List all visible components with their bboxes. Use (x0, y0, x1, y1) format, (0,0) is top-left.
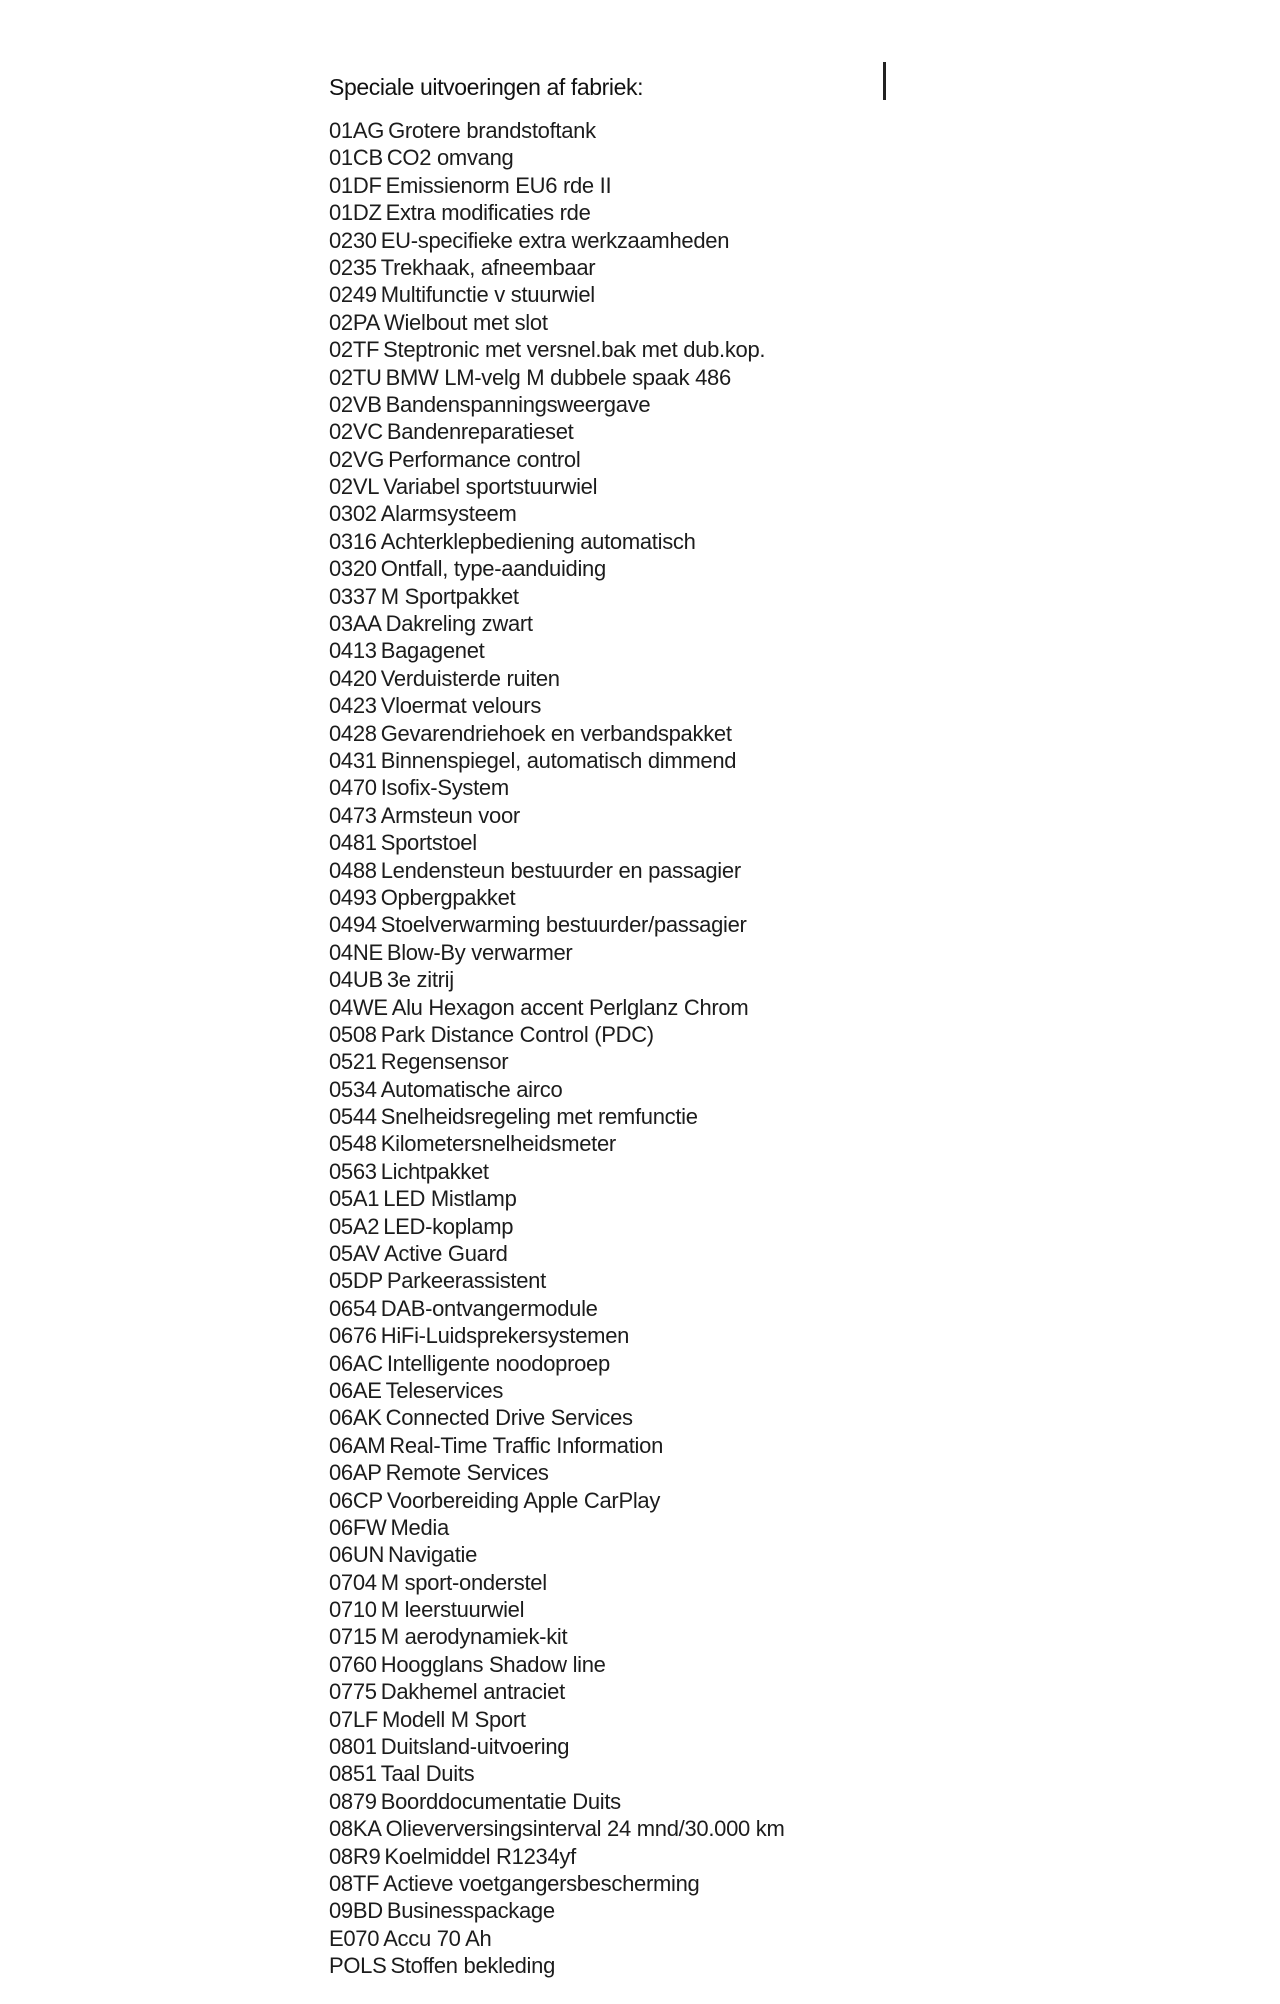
option-item (329, 1706, 784, 1733)
option-code: 05A2 (329, 1213, 380, 1239)
option-code: 09BD (329, 1898, 383, 1924)
option-label: Lichtpakket (380, 1158, 489, 1184)
option-item (329, 1240, 784, 1267)
option-code: 02PA (329, 309, 380, 335)
option-code: 0249 (329, 282, 377, 308)
option-item (329, 994, 784, 1021)
option-label: Multifunctie v stuurwiel (380, 282, 595, 308)
option-label: Extra modificaties rde (385, 200, 591, 226)
option-label: BMW LM-velg M dubbele spaak 486 (385, 364, 731, 390)
option-code: 02VG (329, 446, 385, 472)
option-item (329, 1897, 784, 1924)
option-code: 0481 (329, 830, 377, 856)
option-item (329, 1295, 784, 1322)
option-item (329, 747, 784, 774)
option-item (329, 473, 784, 500)
option-code: 0851 (329, 1761, 377, 1787)
option-item (329, 1322, 784, 1349)
option-code: 0775 (329, 1679, 377, 1705)
option-item (329, 528, 784, 555)
option-code: 06AE (329, 1377, 382, 1403)
option-code: 01DF (329, 172, 382, 198)
option-code: 0470 (329, 775, 377, 801)
option-label: HiFi-Luidsprekersystemen (380, 1323, 630, 1349)
option-code: 04NE (329, 939, 383, 965)
option-item (329, 774, 784, 801)
option-code: 06AC (329, 1350, 383, 1376)
option-item (329, 1952, 784, 1979)
option-label: 3e zitrij (386, 967, 454, 993)
option-code: 0320 (329, 556, 377, 582)
option-label: Modell M Sport (381, 1706, 526, 1732)
option-code: 0563 (329, 1158, 377, 1184)
option-item (329, 500, 784, 527)
option-item (329, 1487, 784, 1514)
option-code: 0428 (329, 720, 377, 746)
option-code: 0704 (329, 1569, 377, 1595)
option-code: 0534 (329, 1076, 377, 1102)
option-item (329, 1815, 784, 1842)
option-item (329, 1459, 784, 1486)
option-item (329, 1021, 784, 1048)
option-code: 04UB (329, 967, 383, 993)
option-code: 0493 (329, 884, 377, 910)
option-label: Connected Drive Services (385, 1405, 633, 1431)
option-code: 05A1 (329, 1186, 380, 1212)
option-label: Voorbereiding Apple CarPlay (386, 1487, 661, 1513)
option-item (329, 1788, 784, 1815)
option-code: 02TF (329, 337, 380, 363)
option-item (329, 829, 784, 856)
option-label: Bandenreparatieset (386, 419, 574, 445)
option-code: 0337 (329, 583, 377, 609)
option-code: 0230 (329, 227, 377, 253)
option-code: 06FW (329, 1514, 387, 1540)
option-item (329, 144, 784, 171)
option-label: Bagagenet (380, 638, 485, 664)
option-label: Alu Hexagon accent Perlglanz Chrom (391, 994, 749, 1020)
option-label: Boorddocumentatie Duits (380, 1788, 621, 1814)
option-label: Koelmiddel R1234yf (384, 1843, 576, 1869)
option-label: Media (390, 1514, 449, 1540)
option-label: Steptronic met versnel.bak met dub.kop. (383, 337, 766, 363)
option-item (329, 1541, 784, 1568)
option-label: Gevarendriehoek en verbandspakket (380, 720, 732, 746)
option-item (329, 391, 784, 418)
option-item (329, 446, 784, 473)
option-code: 06UN (329, 1542, 385, 1568)
option-item (329, 1870, 784, 1897)
option-label: Taal Duits (380, 1761, 475, 1787)
option-item (329, 199, 784, 226)
option-item (329, 1130, 784, 1157)
option-label: Bandenspanningsweergave (385, 391, 651, 417)
option-label: Wielbout met slot (384, 309, 548, 335)
option-label: Binnenspiegel, automatisch dimmend (380, 747, 737, 773)
option-item (329, 857, 784, 884)
option-item (329, 1760, 784, 1787)
option-item (329, 1678, 784, 1705)
option-code: 06CP (329, 1487, 383, 1513)
option-label: Accu 70 Ah (383, 1925, 492, 1951)
option-item (329, 1432, 784, 1459)
option-label: Vloermat velours (380, 693, 542, 719)
option-code: 0413 (329, 638, 377, 664)
option-label: Regensensor (380, 1049, 509, 1075)
option-item (329, 583, 784, 610)
option-label: Snelheidsregeling met remfunctie (380, 1104, 698, 1130)
option-code: 0521 (329, 1049, 377, 1075)
option-code: 01AG (329, 118, 385, 143)
option-item (329, 172, 784, 199)
factory-options-list (329, 117, 784, 1980)
option-item (329, 418, 784, 445)
option-label: Olieverversingsinterval 24 mnd/30.000 km (385, 1816, 785, 1842)
option-item (329, 1623, 784, 1650)
option-label: Dakhemel antraciet (380, 1679, 565, 1705)
option-code: 02TU (329, 364, 382, 390)
option-label: Variabel sportstuurwiel (383, 474, 598, 500)
option-label: Lendensteun bestuurder en passagier (380, 857, 741, 883)
text-cursor-mark (883, 62, 886, 100)
option-item (329, 1651, 784, 1678)
option-label: M leerstuurwiel (380, 1597, 525, 1623)
option-code: 08R9 (329, 1843, 381, 1869)
option-label: M Sportpakket (380, 583, 519, 609)
option-item (329, 911, 784, 938)
option-item (329, 1185, 784, 1212)
option-label: Intelligente noodoproep (386, 1350, 610, 1376)
option-code: 0235 (329, 254, 377, 280)
option-label: Opbergpakket (380, 884, 516, 910)
option-label: Navigatie (388, 1542, 478, 1568)
option-label: Businesspackage (386, 1898, 555, 1924)
option-code: 01DZ (329, 200, 382, 226)
option-label: LED Mistlamp (383, 1186, 517, 1212)
option-label: Stoelverwarming bestuurder/passagier (380, 912, 747, 938)
option-label: Trekhaak, afneembaar (380, 254, 596, 280)
option-label: Kilometersnelheidsmeter (380, 1131, 616, 1157)
option-code: 02VL (329, 474, 380, 500)
option-code: 07LF (329, 1706, 378, 1732)
option-label: Remote Services (385, 1460, 549, 1486)
option-item (329, 336, 784, 363)
option-code: 0420 (329, 665, 377, 691)
option-item (329, 802, 784, 829)
option-label: CO2 omvang (386, 145, 514, 171)
option-item (329, 254, 784, 281)
option-label: DAB-ontvangermodule (380, 1295, 598, 1321)
option-label: Real-Time Traffic Information (389, 1432, 664, 1458)
option-label: Achterklepbediening automatisch (380, 528, 696, 554)
option-item (329, 227, 784, 254)
option-item (329, 1596, 784, 1623)
option-code: 0548 (329, 1131, 377, 1157)
option-item (329, 1350, 784, 1377)
option-item (329, 1925, 784, 1952)
option-code: 0676 (329, 1323, 377, 1349)
option-code: 06AK (329, 1405, 382, 1431)
option-code: 03AA (329, 611, 382, 637)
option-label: Armsteun voor (380, 802, 520, 828)
option-item (329, 966, 784, 993)
option-item (329, 309, 784, 336)
option-label: Alarmsysteem (380, 501, 517, 527)
option-item (329, 1103, 784, 1130)
option-label: Stoffen bekleding (390, 1953, 556, 1979)
option-item (329, 281, 784, 308)
option-item (329, 1267, 784, 1294)
option-label: Grotere brandstoftank (388, 118, 596, 143)
option-label: Parkeerassistent (386, 1268, 546, 1294)
option-item (329, 610, 784, 637)
option-code: 08KA (329, 1816, 382, 1842)
option-label: Active Guard (384, 1241, 508, 1267)
option-code: 0544 (329, 1104, 377, 1130)
option-label: LED-koplamp (383, 1213, 514, 1239)
option-item (329, 1158, 784, 1185)
option-code: 04WE (329, 994, 388, 1020)
option-label: Automatische airco (380, 1076, 563, 1102)
option-label: Park Distance Control (PDC) (380, 1021, 654, 1047)
option-code: 02VB (329, 391, 382, 417)
option-code: 0316 (329, 528, 377, 554)
option-item (329, 637, 784, 664)
option-code: 0508 (329, 1021, 377, 1047)
option-label: Ontfall, type-aanduiding (380, 556, 606, 582)
option-item (329, 720, 784, 747)
option-label: Dakreling zwart (385, 611, 533, 637)
option-item (329, 1048, 784, 1075)
option-label: Blow-By verwarmer (386, 939, 573, 965)
option-code: 0488 (329, 857, 377, 883)
option-label: Actieve voetgangersbescherming (383, 1871, 700, 1896)
option-label: Isofix-System (380, 775, 509, 801)
option-code: 02VC (329, 419, 383, 445)
option-code: 06AP (329, 1460, 382, 1486)
option-item (329, 1569, 784, 1596)
option-code: 0423 (329, 693, 377, 719)
option-code: 0473 (329, 802, 377, 828)
option-code: 01CB (329, 145, 383, 171)
option-item (329, 1514, 784, 1541)
option-code: 0879 (329, 1788, 377, 1814)
option-code: 05AV (329, 1241, 380, 1267)
option-code: 0710 (329, 1597, 377, 1623)
option-label: Duitsland-uitvoering (380, 1734, 570, 1760)
option-item (329, 1076, 784, 1103)
option-code: 0760 (329, 1651, 377, 1677)
option-code: 0431 (329, 747, 377, 773)
option-label: Hoogglans Shadow line (380, 1651, 606, 1677)
option-code: E070 (329, 1925, 380, 1951)
option-label: Teleservices (385, 1377, 504, 1403)
option-item (329, 1213, 784, 1240)
option-item (329, 117, 784, 144)
option-item (329, 1377, 784, 1404)
page-title: Speciale uitvoeringen af fabriek: (329, 74, 644, 100)
option-code: 0801 (329, 1734, 377, 1760)
option-label: M aerodynamiek-kit (380, 1624, 568, 1650)
option-label: Verduisterde ruiten (380, 665, 560, 691)
option-label: Performance control (388, 446, 581, 472)
option-code: 0302 (329, 501, 377, 527)
option-item (329, 884, 784, 911)
option-label: M sport-onderstel (380, 1569, 547, 1595)
option-code: 0494 (329, 912, 377, 938)
option-item (329, 1733, 784, 1760)
option-code: 0715 (329, 1624, 377, 1650)
option-code: 0654 (329, 1295, 377, 1321)
option-item (329, 1404, 784, 1431)
option-item (329, 555, 784, 582)
option-item (329, 692, 784, 719)
option-item (329, 1843, 784, 1870)
option-item (329, 364, 784, 391)
option-code: POLS (329, 1953, 387, 1979)
option-item (329, 665, 784, 692)
option-code: 06AM (329, 1432, 386, 1458)
option-item (329, 939, 784, 966)
option-code: 08TF (329, 1871, 380, 1896)
option-code: 05DP (329, 1268, 383, 1294)
option-label: EU-specifieke extra werkzaamheden (380, 227, 730, 253)
option-label: Sportstoel (380, 830, 477, 856)
option-label: Emissienorm EU6 rde II (385, 172, 612, 198)
